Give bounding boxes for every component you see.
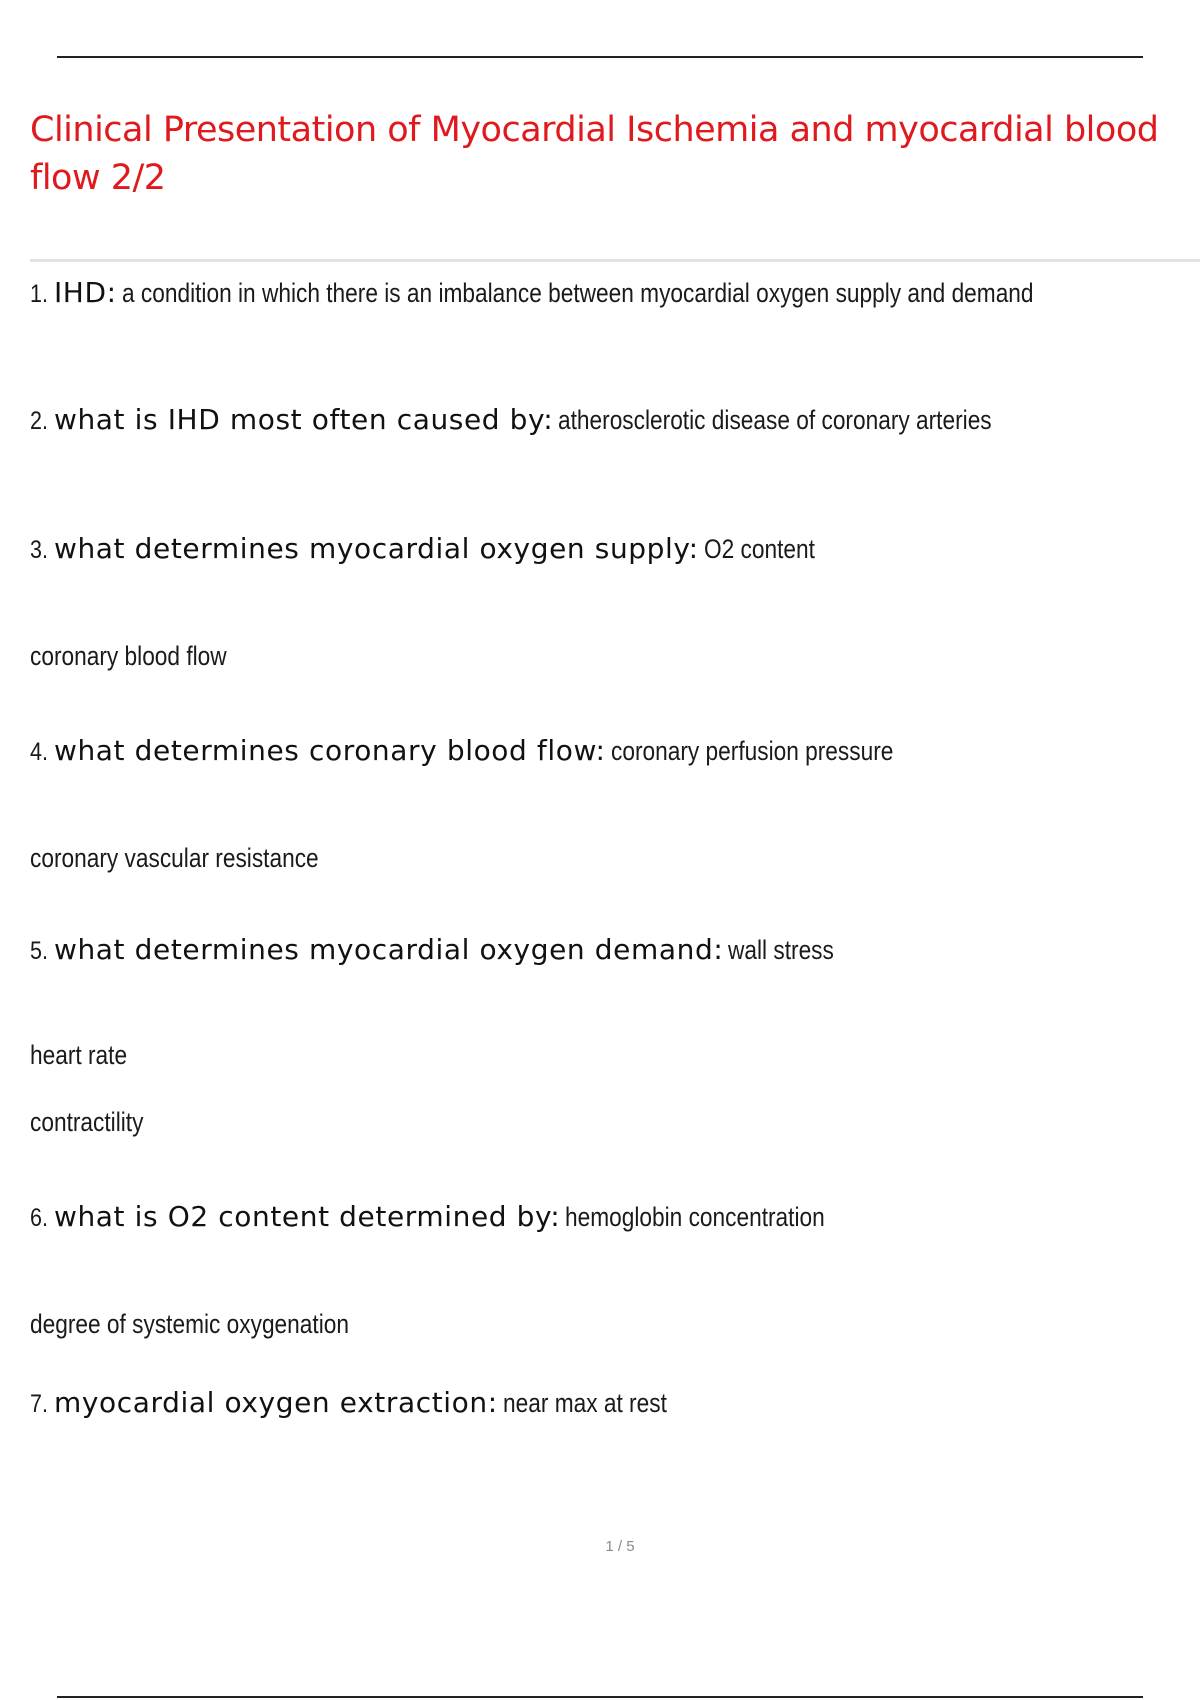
top-rule xyxy=(57,56,1143,58)
item-question: what determines myocardial oxygen supply: xyxy=(53,532,699,565)
item-question: what determines myocardial oxygen demand: xyxy=(53,933,724,966)
qa-item-1 xyxy=(30,276,1200,309)
qa-item-6 xyxy=(30,1200,875,1233)
item-question: what is O2 content determined by: xyxy=(53,1200,561,1233)
item-number: 2. xyxy=(30,407,48,435)
qa-item-5 xyxy=(30,933,854,966)
bottom-rule xyxy=(57,1696,1143,1698)
item-question: IHD: xyxy=(53,276,117,309)
item-question: myocardial oxygen extraction: xyxy=(53,1386,498,1419)
title-divider xyxy=(30,259,1200,262)
item-answer: hemoglobin concentration xyxy=(565,1202,826,1232)
item-number: 5. xyxy=(30,937,48,965)
item-answer-continued: coronary blood flow xyxy=(30,641,227,671)
item-answer: a condition in which there is an imbalance between myocardial oxygen supply and demand xyxy=(121,278,1034,308)
item-number: 3. xyxy=(30,536,48,564)
qa-item-4 xyxy=(30,734,947,767)
item-answer: O2 content xyxy=(703,534,815,564)
item-number: 7. xyxy=(30,1390,48,1418)
item-number: 6. xyxy=(30,1204,48,1232)
item-question: what determines coronary blood flow: xyxy=(53,734,606,767)
qa-item-7 xyxy=(30,1386,698,1419)
item-number: 4. xyxy=(30,738,48,766)
item-question: what is IHD most often caused by: xyxy=(53,403,554,436)
item-answer: coronary perfusion pressure xyxy=(610,736,893,766)
item-answer-continued: degree of systemic oxygenation xyxy=(30,1309,349,1339)
page-indicator: 1 / 5 xyxy=(605,1538,635,1555)
item-answer-continued: contractility xyxy=(30,1107,144,1137)
item-answer: near max at rest xyxy=(502,1388,667,1418)
document-title: Clinical Presentation of Myocardial Ischemia and myocardial blood flow 2/2 xyxy=(30,110,1159,198)
qa-item-3 xyxy=(30,532,836,565)
item-answer: wall stress xyxy=(728,935,835,965)
item-number: 1. xyxy=(30,280,48,308)
item-answer: atherosclerotic disease of coronary arteries xyxy=(558,405,992,435)
qa-item-2 xyxy=(30,403,1075,436)
item-answer-continued: coronary vascular resistance xyxy=(30,843,319,873)
item-answer-continued: heart rate xyxy=(30,1040,128,1070)
